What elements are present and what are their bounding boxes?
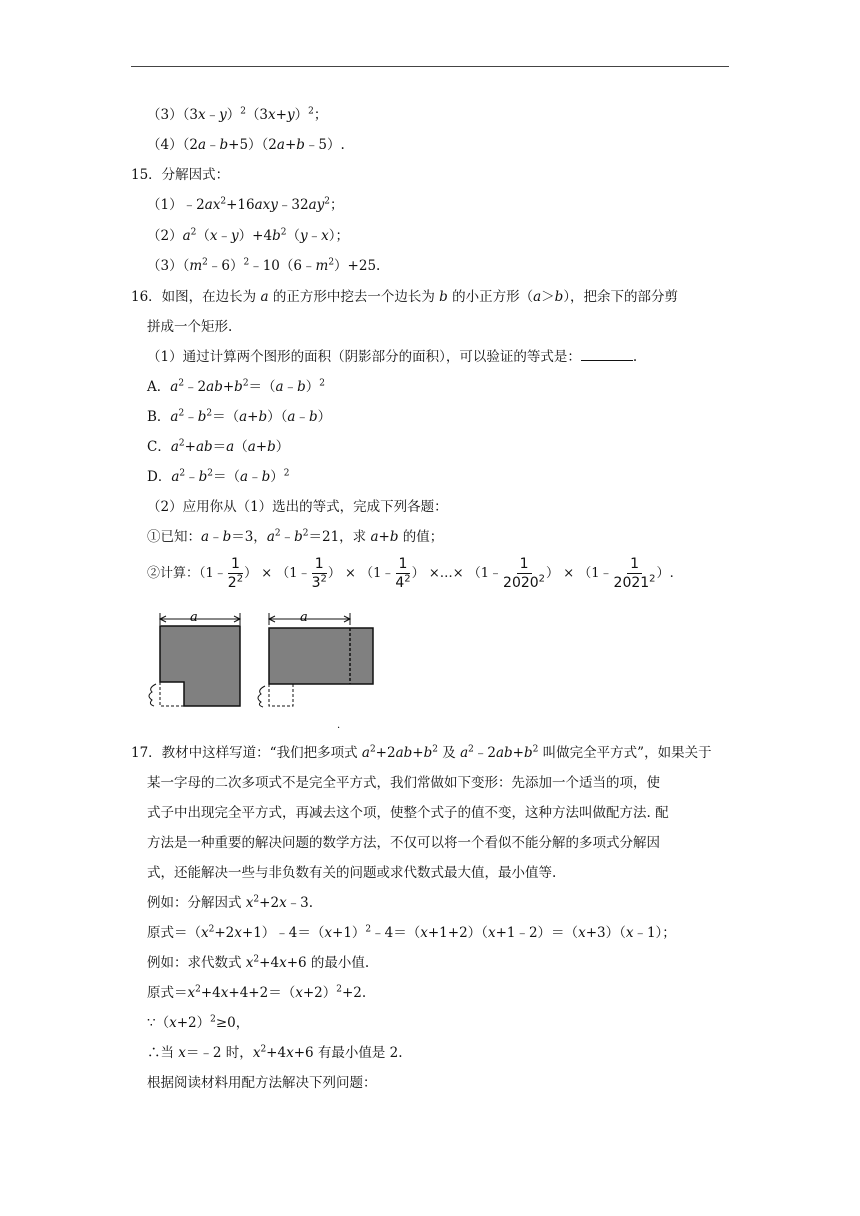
answer-blank xyxy=(581,348,633,361)
fraction-5: $\frac{1}{2021^2}$ xyxy=(613,556,656,591)
brace-b-right xyxy=(258,686,265,707)
removed-square-outline xyxy=(160,682,184,706)
fraction-3: $\frac{1}{4^2}$ xyxy=(395,556,411,591)
q15-item-1: $(1)﹣2ax^2+16axy﹣32ay^2$； xyxy=(147,196,344,213)
q17-line-1: 17．教材中这样写道：“我们把多项式 $a^2+2ab+b^2$ 及 $a^2﹣2ab+b^2$ 叫做完全平方式”，如果关于 xyxy=(131,744,712,761)
q15-item-3: $(3)(m^2﹣6)^2﹣10(6﹣m^2)+25$. xyxy=(147,257,381,274)
removed-square-outline-right xyxy=(269,684,293,706)
q16-sub-2: ②计算：（1﹣ $\frac{1}{2^2}$ ） × （1﹣ $\frac{1}{3^2}$ ） × （1﹣ $\frac{1}{4^2}$ ） ×…× （1﹣ $\frac{1}{2020^2}$ ） × （1﹣ $\frac{1}{2021^2}$ ）. xyxy=(147,556,674,591)
label-a-left: a xyxy=(190,610,198,625)
q16-line-2: 拼成一个矩形. xyxy=(147,319,233,335)
q16-part-1: （1）通过计算两个图形的面积（阴影部分的面积），可以验证的等式是： . xyxy=(147,349,638,365)
q16-option-b: B．$a^2﹣b^2=(a+b)(a﹣b)$ xyxy=(147,408,332,425)
q17-therefore: ∴当 x＝﹣2 时，$x^2+4x+6$ 有最小值是 2. xyxy=(147,1044,403,1061)
q15-title: 15．分解因式： xyxy=(131,167,230,183)
fraction-4: $\frac{1}{2020^2}$ xyxy=(503,556,546,591)
q15-item-2: $(2)a^2(x﹣y)+4b^2(y﹣x)$； xyxy=(147,227,349,244)
q17-task: 根据阅读材料用配方法解决下列问题： xyxy=(147,1075,377,1091)
header-rule xyxy=(131,66,729,67)
shaded-region-right xyxy=(269,628,373,684)
q17-example-1: 例如：分解因式 $x^2+2x﹣3$. xyxy=(147,894,314,911)
brace-b-left xyxy=(149,684,156,706)
rearranged-rectangle xyxy=(258,610,373,707)
fraction-2: $\frac{1}{3^2}$ xyxy=(311,556,327,591)
q16-figure xyxy=(140,606,400,730)
q17-line-2: 某一字母的二次多项式不是完全平方式，我们常做如下变形：先添加一个适当的项，使 xyxy=(147,775,660,791)
q17-example-2: 例如：求代数式 $x^2+4x+6$ 的最小值. xyxy=(147,954,370,971)
q17-example-1-solution: 原式$=(x^2+2x+1)﹣4=(x+1)^2﹣4=(x+1+2)(x+1﹣2)=(x+3)(x﹣1)$； xyxy=(147,924,676,941)
q16-sub-1: ①已知：a﹣b＝3，$a^2﹣b^2=21$，求 a+b 的值； xyxy=(147,528,444,545)
q16-option-c: C．$a^2+ab=a(a+b)$ xyxy=(147,438,290,455)
q16-line-1: 16．如图，在边长为 a 的正方形中挖去一个边长为 b 的小正方形（a＞b），把余下的部分剪 xyxy=(131,289,679,305)
q17-example-2-solution: 原式$=x^2+4x+4+2=(x+2)^2+2$. xyxy=(147,984,367,1001)
q16-option-d: D．$a^2﹣b^2=(a﹣b)^2$ xyxy=(147,468,290,485)
q14-item-3: $(3)(3x﹣y)^2(3x+y)^2$； xyxy=(147,106,328,123)
q17-line-4: 方法是一种重要的解决问题的数学方法，不仅可以将一个看似不能分解的多项式分解因 xyxy=(147,835,660,851)
q17-because: $\because(x+2)^2\ge 0$， xyxy=(147,1014,250,1031)
q16-part-2: （2）应用你从（1）选出的等式，完成下列各题： xyxy=(147,499,448,515)
label-a-right: a xyxy=(300,610,308,625)
square-with-hole xyxy=(149,610,240,706)
q14-item-4: （4）（2a﹣b+5）（2a+b﹣5）. xyxy=(147,137,345,153)
q16-option-a: A．$a^2﹣2ab+b^2=(a﹣b)^2$ xyxy=(147,378,325,395)
shaded-region-left xyxy=(160,626,240,706)
figure-caption: . xyxy=(337,720,341,730)
q17-line-3: 式子中出现完全平方式，再减去这个项，使整个式子的值不变，这种方法叫做配方法. 配 xyxy=(147,805,669,821)
fraction-1: $\frac{1}{2^2}$ xyxy=(227,556,244,591)
q17-line-5: 式，还能解决一些与非负数有关的问题或求代数式最大值，最小值等. xyxy=(147,865,557,881)
